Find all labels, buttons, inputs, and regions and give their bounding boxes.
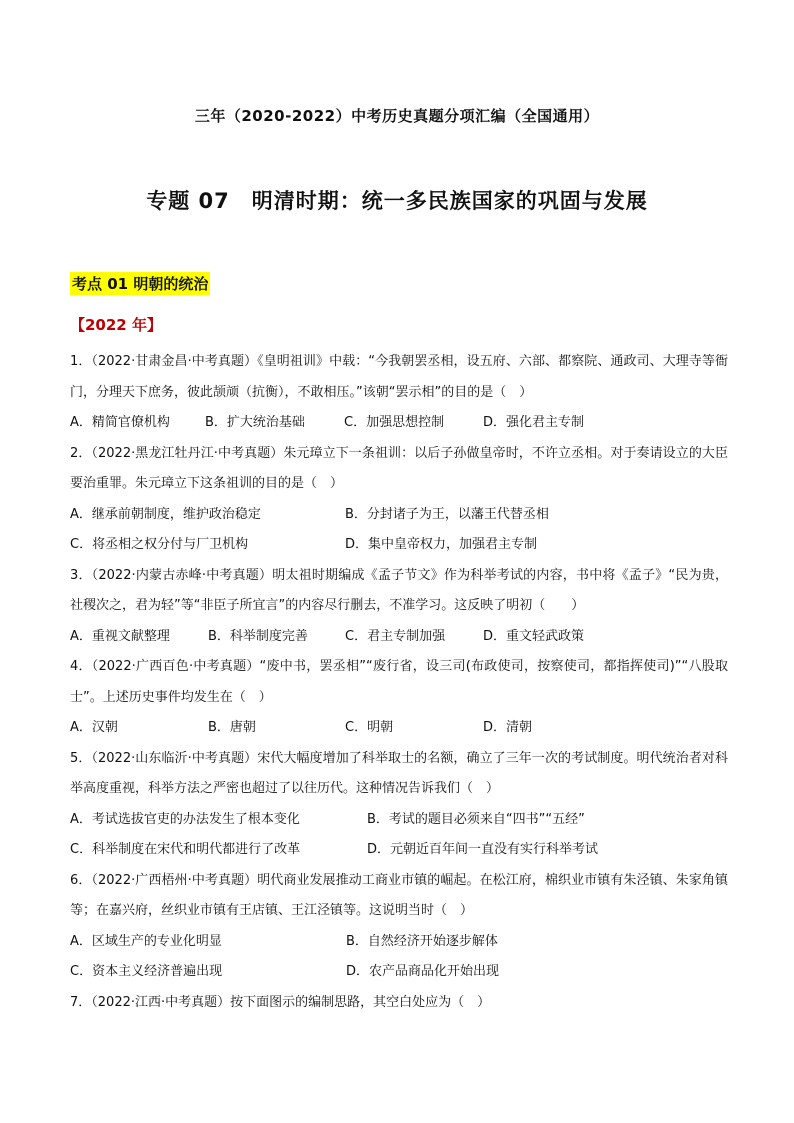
answer-options bbox=[70, 622, 728, 653]
year-heading: 【2022 年】 bbox=[70, 316, 162, 334]
option-b: B．考试的题目必须来自“四书”“五经” bbox=[367, 811, 585, 827]
option-b: B．扩大统治基础 bbox=[205, 415, 305, 430]
option-a: A．继承前朝制度，维护政治稳定 bbox=[70, 506, 261, 522]
document-title: 专题 07 明清时期：统一多民族国家的巩固与发展 bbox=[146, 189, 648, 213]
option-a: A．精简官僚机构 bbox=[70, 415, 170, 430]
answer-options bbox=[70, 927, 728, 958]
option-c: C．明朝 bbox=[345, 720, 394, 735]
question-text: 1．（2022·甘肃金昌·中考真题）《皇明祖训》中载：“今我朝罢丞相，设五府、六部、都察院、通政司、大理寺等衙门，分理天下庶务，彼此颉颃（抗衡），不敢相压。”该朝“罢示相”的目的是（ ） bbox=[70, 354, 728, 400]
answer-options bbox=[70, 713, 728, 744]
answer-options bbox=[70, 408, 728, 439]
option-a: A．考试选拔官吏的办法发生了根本变化 bbox=[70, 811, 300, 827]
option-b: B．自然经济开始逐步解体 bbox=[346, 933, 498, 949]
option-d: D．集中皇帝权力，加强君主专制 bbox=[345, 537, 538, 552]
question-text: 7．（2022·江西·中考真题）按下面图示的编制思路，其空白处应为（ ） bbox=[70, 994, 491, 1010]
answer-options bbox=[70, 835, 728, 866]
option-b: B．分封诸子为王，以藩王代替丞相 bbox=[345, 506, 549, 522]
answer-options bbox=[70, 957, 728, 988]
question-text: 5．（2022·山东临沂·中考真题）宋代大幅度增加了科举取士的名额，确立了三年一次的考试制度。明代统治者对科举高度重视，科举方法之严密也超过了以往历代。这种情况告诉我们（ ） bbox=[70, 750, 728, 796]
answer-options bbox=[70, 530, 728, 561]
option-d: D．重文轻武政策 bbox=[483, 628, 585, 644]
question-text: 2．（2022·黑龙江牡丹江·中考真题）朱元璋立下一条祖训：以后子孙做皇帝时，不许立丞相。对于奏请设立的大臣要治重罪。朱元璋立下这条祖训的目的是（ ） bbox=[70, 445, 728, 491]
option-c: C．将丞相之权分付与厂卫机构 bbox=[70, 537, 249, 552]
option-b: B．唐朝 bbox=[208, 720, 256, 735]
document-supertitle: 三年（2020-2022）中考历史真题分项汇编（全国通用） bbox=[194, 107, 600, 125]
question-text: 6．（2022·广西梧州·中考真题）明代商业发展推动工商业市镇的崛起。在松江府，棉织业市镇有朱泾镇、朱家角镇等；在嘉兴府，丝织业市镇有王店镇、王江泾镇等。这说明当时（ ） bbox=[70, 872, 728, 918]
option-d: D．元朝近百年间一直没有实行科举考试 bbox=[367, 842, 599, 857]
option-a: A．区域生产的专业化明显 bbox=[70, 933, 222, 949]
section-heading: 考点 01 明朝的统治 bbox=[70, 272, 210, 295]
option-d: D．清朝 bbox=[483, 720, 533, 735]
option-c: C．科举制度在宋代和明代都进行了改革 bbox=[70, 842, 301, 857]
option-d: D．强化君主专制 bbox=[483, 415, 585, 430]
option-a: A．重视文献整理 bbox=[70, 628, 170, 644]
option-d: D．农产品商品化开始出现 bbox=[346, 964, 500, 979]
option-b: B．科举制度完善 bbox=[208, 628, 308, 644]
option-c: C．君主专制加强 bbox=[345, 628, 446, 644]
question-text: 4．（2022·广西百色·中考真题）“废中书，罢丞相”“废行省，设三司(布政使司，按察使司，都指挥使司)”“八股取士”。上述历史事件均发生在（ ） bbox=[70, 659, 728, 705]
answer-options bbox=[70, 500, 728, 531]
question-text: 3．（2022·内蒙古赤峰·中考真题）明太祖时期编成《孟子节文》作为科举考试的内容，书中将《孟子》“民为贵，社稷次之，君为轻”等“非臣子所宜言”的内容尽行删去，不准学习。这反映了明初（ ） bbox=[70, 567, 728, 613]
question-list bbox=[70, 347, 728, 1018]
answer-options bbox=[70, 805, 728, 836]
option-a: A．汉朝 bbox=[70, 720, 118, 735]
option-c: C．资本主义经济普遍出现 bbox=[70, 964, 223, 979]
option-c: C．加强思想控制 bbox=[344, 415, 445, 430]
